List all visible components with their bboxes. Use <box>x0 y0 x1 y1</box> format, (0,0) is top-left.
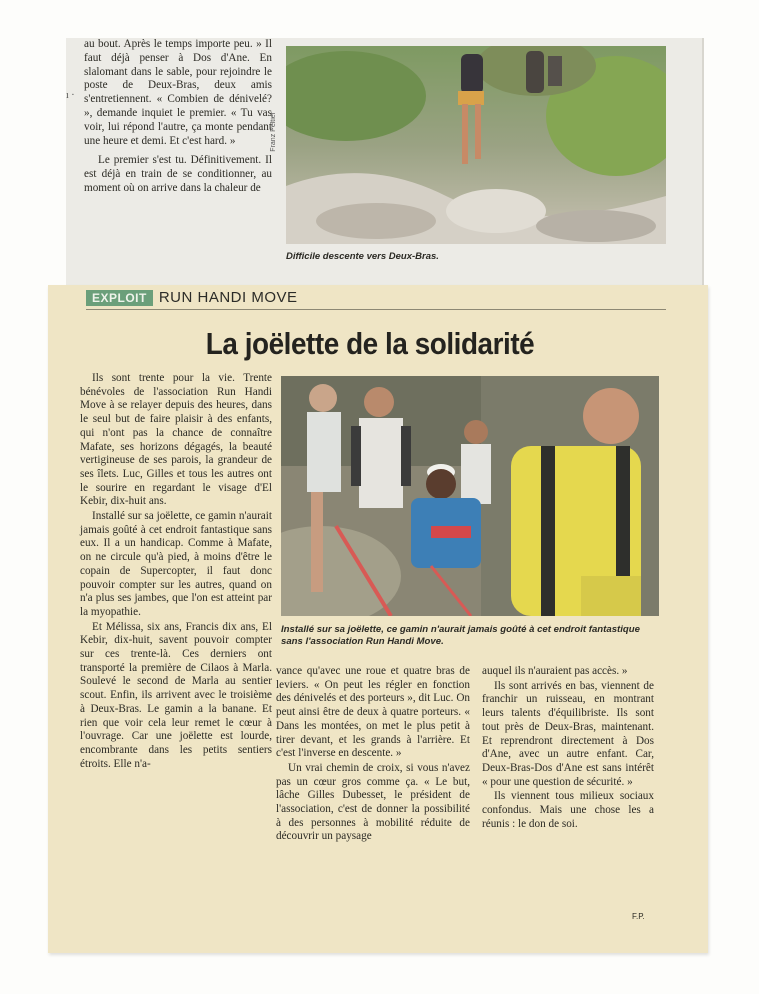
top-paragraph: au bout. Après le temps importe peu. » Il faut déjà penser à Dos d'Ane. En slalomant dans le sable, pour rejoindre le poste de Deux-Bras, deux amis s'entretiennent. « Combien de dénivelé? », demande inquiet le premier. « Tu vas voir, lui répond l'autre, ça monte pendant une heure et demi. Et c'est hard. » <box>84 38 272 147</box>
column-2 <box>276 665 470 845</box>
top-article-text <box>84 38 272 202</box>
top-photo-caption: Difficile descente vers Deux-Bras. <box>286 251 439 262</box>
top-paragraph: Le premier s'est tu. Définitivement. Il est déjà en train de se conditionner, au moment où on arrive dans la chaleur de <box>84 154 272 194</box>
author-initials: F.P. <box>632 912 645 921</box>
paragraph: Et Mélissa, six ans, Francis dix ans, El Kebir, dix-huit, savent pouvoir compter sur ces trente-là. Ces derniers ont transporté la première de Cilaos à Marla. Soulevé le second de Marla au sentier scout. Enfin, ils arrivent avec le troisième à Deux-Bras. Le gamin a la banane. Et rien que voir cela leur remet le cœur à l'ouvrage. Car une joëlette est lourde, encombrante dans les petits sentiers étroits. Elle n'a- <box>80 620 272 770</box>
paragraph: vance qu'avec une roue et quatre bras de leviers. « On peut les régler en fonction des dénivelés et des porteurs », dit Luc. On peut ainsi être de deux à quatre porteurs. « Dans les montées, on met le plus petit à tirer devant, et les grands à l'arrière. Et c'est l'inverse en descente. » <box>276 665 470 760</box>
column-3 <box>482 665 654 832</box>
paragraph: Installé sur sa joëlette, ce gamin n'aurait jamais goûté à cet endroit fantastique sans eux. Il a un handicap. Comme à Mafate, on ne circule qu'à pied, à moins d'être le copain de Supercopter, il faut donc pouvoir compter sur les autres, quand on n'a plus ses jambes, que l'on est atteint par la myopathie. <box>80 510 272 618</box>
headline: La joëlette de la solidarité <box>205 326 535 361</box>
rubric-tag: EXPLOIT <box>86 290 153 306</box>
edge-marks: ı · <box>66 90 75 101</box>
paragraph: Ils sont trente pour la vie. Trente bénévoles de l'association Run Handi Move à se relayer depuis des heures, dans le seul but de faire plaisir à des enfants, qui n'ont pas la chance de connaître Mafate, ses horizons dégagés, la beauté vertigineuse de ses parois, la grandeur de ses îlets. Luc, Gilles et tous les autres ont le sourire en regardant le visage d'El Kebir, dix-huit ans. <box>80 372 272 508</box>
rubric <box>86 289 298 306</box>
paragraph: Ils viennent tous milieux sociaux confondus. Mais une chose les a réunis : le don de soi. <box>482 790 654 830</box>
divider <box>86 309 666 310</box>
photo-credit: Franz Peltier <box>270 112 277 152</box>
rubric-section: RUN HANDI MOVE <box>158 289 298 306</box>
main-photo <box>281 376 659 616</box>
column-1 <box>80 372 272 772</box>
paragraph: auquel ils n'auraient pas accès. » <box>482 665 628 677</box>
top-photo <box>286 46 666 244</box>
paragraph: Un vrai chemin de croix, si vous n'avez pas un cœur gros comme ça. « Le but, lâche Gilles Dubesset, le président de l'association, c'est de donner la possibilité à des personnes à mobilité réduite de découvrir un paysage <box>276 761 470 843</box>
paragraph: Ils sont arrivés en bas, viennent de franchir un ruisseau, en montrant leurs talents d'équilibriste. Ils sont tout près de Deux-Bras, maintenant. Et reprendront directement à Dos d'Ane, avec un autre enfant. Car, Deux-Bras-Dos d'Ane est sans intérêt « pour une question de sécurité. » <box>482 679 654 788</box>
main-photo-caption: Installé sur sa joëlette, ce gamin n'aurait jamais goûté à cet endroit fantastique sans l'association Run Handi Move. <box>281 624 640 647</box>
